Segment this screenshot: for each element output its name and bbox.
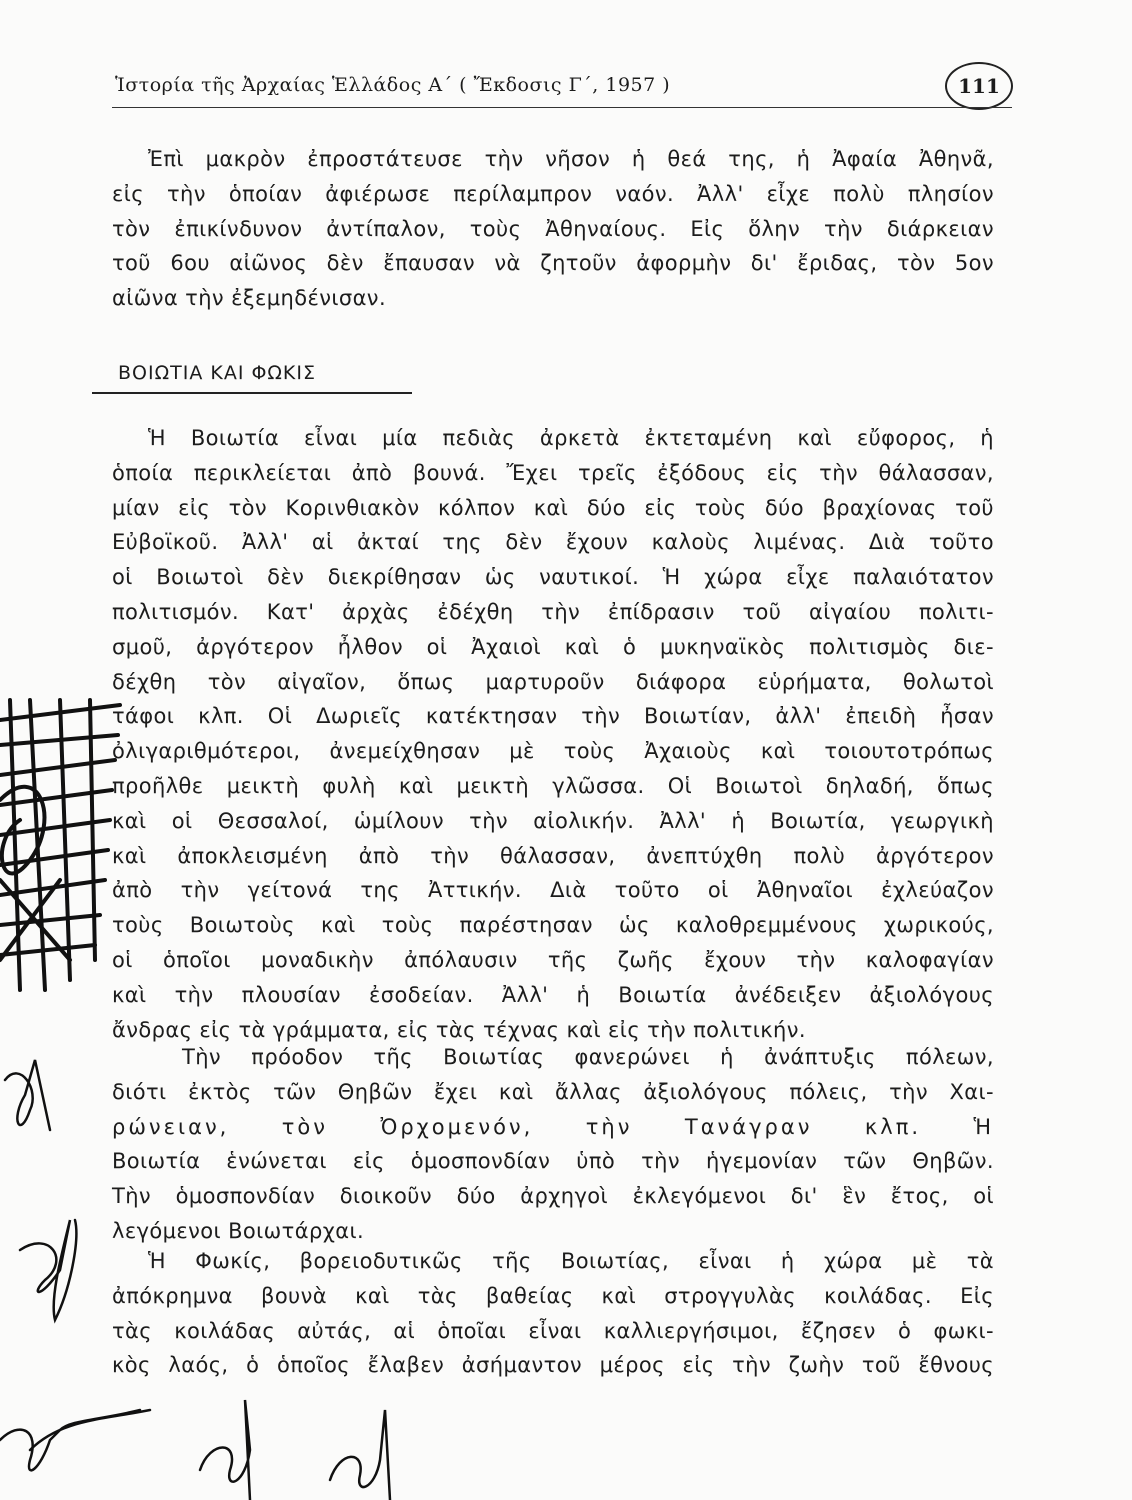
text-line: Ἡ Βοιωτία εἶναι μία πεδιὰς ἀρκετὰ ἐκτεταμένη καὶ εὔφορος, ἡ	[148, 426, 994, 450]
text-line: τοὺς Βοιωτοὺς καὶ τοὺς παρέστησαν ὡς καλοθρεμμένους χωρικούς,	[112, 913, 994, 938]
text-line: ὀλιγαριθμότεροι, ἀνεμείχθησαν μὲ τοὺς Ἀχαιοὺς καὶ τοιουτοτρόπως	[112, 739, 994, 764]
text-line: τάφοι κλπ. Οἱ Δωριεῖς κατέκτησαν τὴν Βοιωτίαν, ἀλλ' ἐπειδὴ ἦσαν	[112, 704, 994, 729]
page-number: 111	[945, 62, 1013, 110]
text-line: Τὴν πρόοδον τῆς Βοιωτίας φανερώνει ἡ ἀνάπτυξις πόλεων,	[182, 1045, 994, 1069]
text-line: πολιτισμόν. Κατ' ἀρχὰς ἐδέχθη τὴν ἐπίδρασιν τοῦ αἰγαίου πολιτι-	[112, 599, 994, 624]
text-line: Ἐπὶ μακρὸν ἐπροστάτευσε τὴν νῆσον ἡ θεά της, ἡ Ἀφαία Ἀθηνᾶ,	[148, 147, 994, 171]
text-line: τὰς κοιλάδας αὐτάς, αἱ ὁποῖαι εἶναι καλλιεργήσιμοι, ἔζησεν ὁ φωκι-	[112, 1318, 994, 1343]
text-line: ἄνδρας εἰς τὰ γράμματα, εἰς τὰς τέχνας καὶ εἰς τὴν πολιτικήν.	[112, 1017, 806, 1042]
text-line: ὁποία περικλείεται ἀπὸ βουνά. Ἔχει τρεῖς ἐξόδους εἰς τὴν θάλασσαν,	[112, 460, 994, 485]
text-line: προῆλθε μεικτὴ φυλὴ καὶ μεικτὴ γλῶσσα. Οἱ Βοιωτοὶ δηλαδή, ὅπως	[112, 773, 994, 798]
text-line: διότι ἐκτὸς τῶν Θηβῶν ἔχει καὶ ἄλλας ἀξιολόγους πόλεις, τὴν Χαι-	[112, 1079, 994, 1104]
text-line: σμοῦ, ἀργότερον ἦλθον οἱ Ἀχαιοὶ καὶ ὁ μυκηναϊκὸς πολιτισμὸς διε-	[112, 634, 994, 659]
text-line: εἰς τὴν ὁποίαν ἀφιέρωσε περίλαμπρον ναόν. Ἀλλ' εἶχε πολὺ πλησίον	[112, 181, 994, 206]
signature-scribbles	[0, 1060, 390, 1500]
text-line: καὶ ἀποκλεισμένη ἀπὸ τὴν θάλασσαν, ἀνεπτύχθη πολὺ ἀργότερον	[112, 843, 994, 868]
crosshatch-doodle	[0, 700, 120, 990]
text-line: κὸς λαός, ὁ ὁποῖος ἔλαβεν ἀσήμαντον μέρος εἰς τὴν ζωὴν τοῦ ἔθνους	[112, 1353, 994, 1378]
text-line: τοῦ 6ου αἰῶνος δὲν ἔπαυσαν νὰ ζητοῦν ἀφορμὴν δι' ἔριδας, τὸν 5ον	[112, 251, 994, 276]
text-line: Εὐβοϊκοῦ. Ἀλλ' αἱ ἀκταί της δὲν ἔχουν καλοὺς λιμένας. Διὰ τοῦτο	[112, 530, 994, 555]
text-line: τὸν ἐπικίνδυνον ἀντίπαλον, τοὺς Ἀθηναίους. Εἰς ὅλην τὴν διάρκειαν	[112, 216, 994, 241]
section-heading: ΒΟΙΩΤΙΑ ΚΑΙ ΦΩΚΙΣ	[118, 362, 317, 384]
text-line: Τὴν ὁμοσπονδίαν διοικοῦν δύο ἀρχηγοὶ ἐκλεγόμενοι δι' ἓν ἔτος, οἱ	[112, 1184, 994, 1209]
text-line: μίαν εἰς τὸν Κορινθιακὸν κόλπον καὶ δύο εἰς τοὺς δύο βραχίονας τοῦ	[112, 495, 994, 520]
text-line: Ἡ Φωκίς, βορειοδυτικῶς τῆς Βοιωτίας, εἶναι ἡ χώρα μὲ τὰ	[148, 1249, 994, 1273]
running-title: Ἱστορία τῆς Ἀρχαίας Ἑλλάδος Α΄ ( Ἔκδοσις Γ΄, 1957 )	[115, 74, 671, 96]
text-line: καὶ οἱ Θεσσαλοί, ὡμίλουν τὴν αἰολικήν. Ἀλλ' ἡ Βοιωτία, γεωργικὴ	[112, 808, 994, 833]
text-line: ἀπόκρημνα βουνὰ καὶ τὰς βαθείας καὶ στρογγυλὰς κοιλάδας. Εἰς	[112, 1283, 994, 1308]
text-line: καὶ τὴν πλουσίαν ἐσοδείαν. Ἀλλ' ἡ Βοιωτία ἀνέδειξεν ἀξιολόγους	[112, 982, 994, 1007]
text-line: οἱ Βοιωτοὶ δὲν διεκρίθησαν ὡς ναυτικοί. Ἡ χώρα εἶχε παλαιότατον	[112, 565, 994, 590]
text-line: λεγόμενοι Βοιωτάρχαι.	[112, 1218, 365, 1243]
text-line: ἀπὸ τὴν γείτονά της Ἀττικήν. Διὰ τοῦτο οἱ Ἀθηναῖοι ἐχλεύαζον	[112, 878, 994, 903]
text-line: αἰῶνα τὴν ἐξεμηδένισαν.	[112, 286, 387, 311]
text-line: οἱ ὁποῖοι μοναδικὴν ἀπόλαυσιν τῆς ζωῆς ἔχουν τὴν καλοφαγίαν	[112, 947, 994, 972]
text-line: Βοιωτία ἑνώνεται εἰς ὁμοσπονδίαν ὑπὸ τὴν ἡγεμονίαν τῶν Θηβῶν.	[112, 1149, 994, 1174]
text-line: δέχθη τὸν αἰγαῖον, ὅπως μαρτυροῦν διάφορα εὑρήματα, θολωτοὶ	[112, 669, 994, 694]
text-line: ρώνειαν, τὸν Ὀρχομενόν, τὴν Τανάγραν κλπ. Ἡ	[112, 1114, 994, 1139]
